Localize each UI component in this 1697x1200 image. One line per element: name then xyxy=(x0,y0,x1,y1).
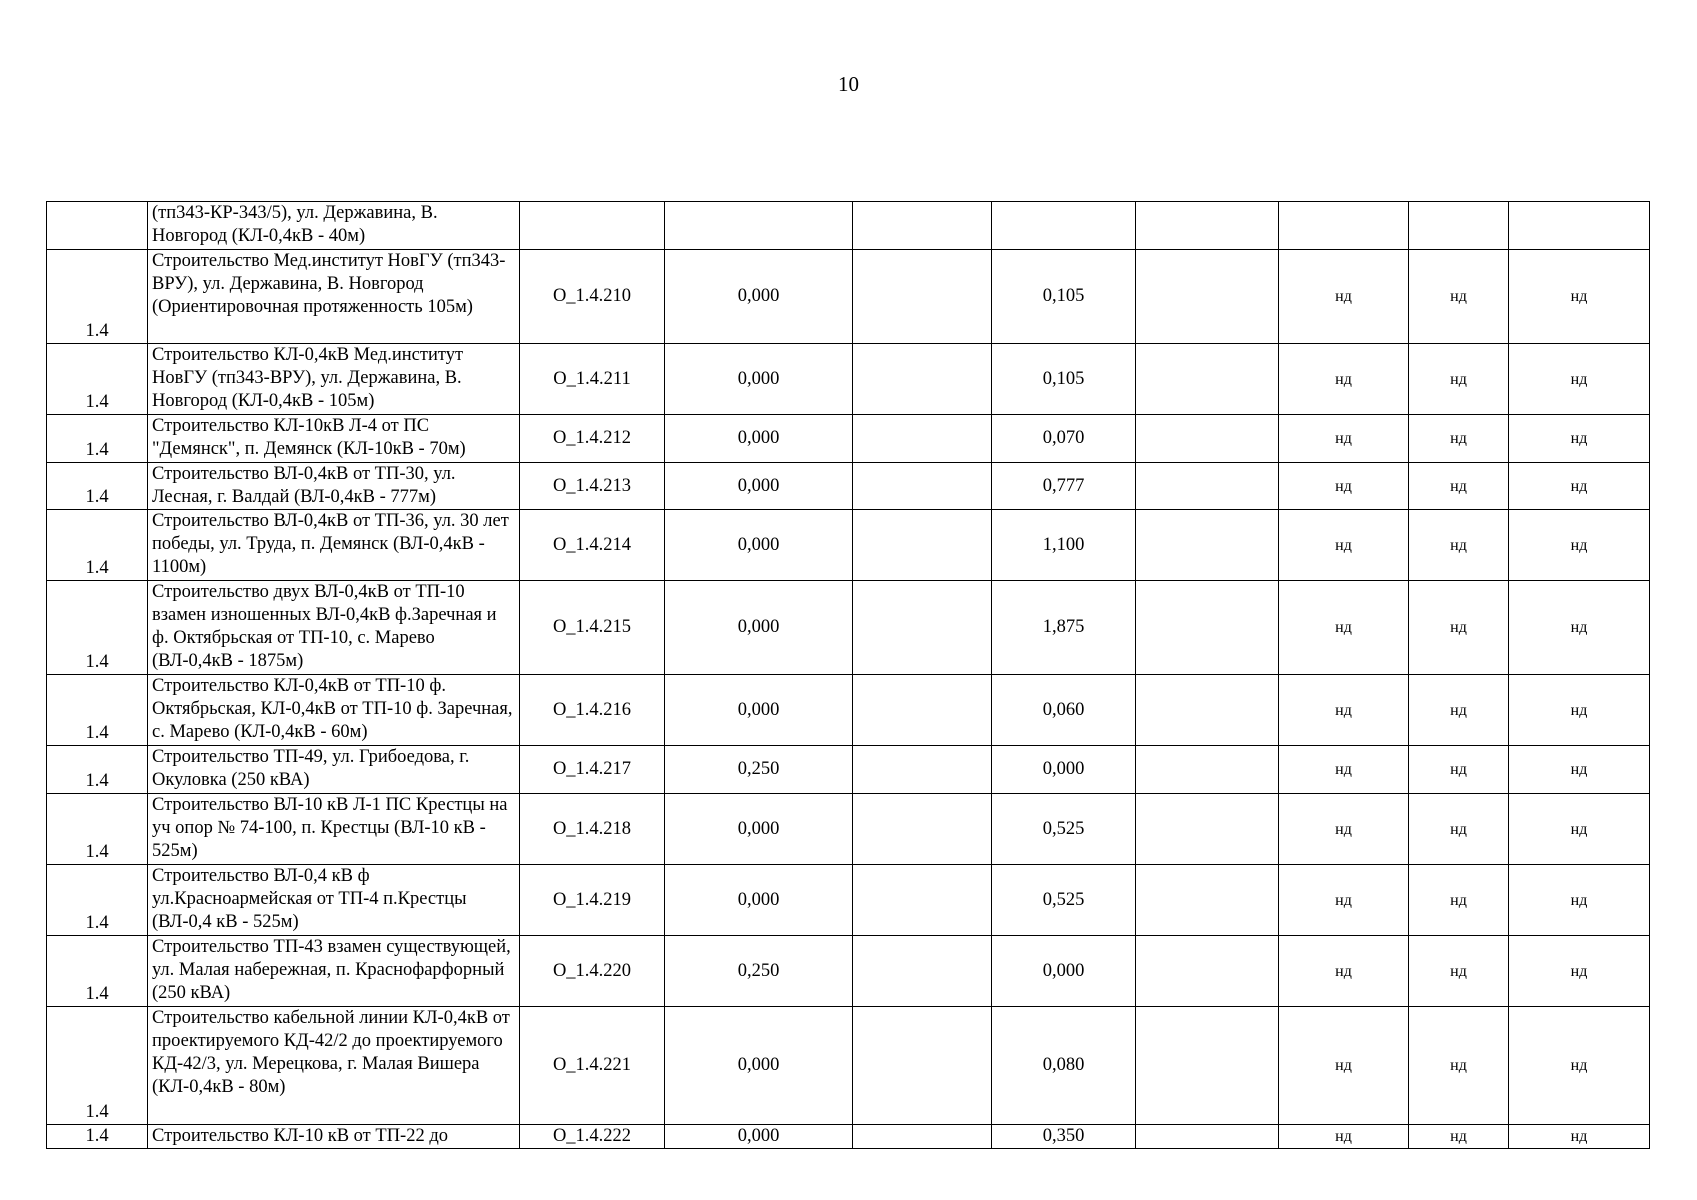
section-cell: 1.4 xyxy=(47,1007,148,1125)
nd-cell: нд xyxy=(1279,344,1409,415)
value1-cell: 0,000 xyxy=(665,510,853,581)
table-row xyxy=(47,936,1650,1007)
description-cell: Строительство Мед.институт НовГУ (тп343-ВРУ), ул. Державина, В. Новгород (Ориентировочная протяженность 105м) xyxy=(148,250,520,344)
nd-cell: нд xyxy=(1279,794,1409,865)
empty-cell xyxy=(1136,510,1279,581)
section-cell: 1.4 xyxy=(47,344,148,415)
empty-cell xyxy=(1136,865,1279,936)
empty-cell xyxy=(853,510,992,581)
description-cell: Строительство КЛ-10кВ Л-4 от ПС "Демянск", п. Демянск (КЛ-10кВ - 70м) xyxy=(148,415,520,463)
nd-cell: нд xyxy=(1409,794,1509,865)
empty-cell xyxy=(853,415,992,463)
description-cell: Строительство двух ВЛ-0,4кВ от ТП-10 взамен изношенных ВЛ-0,4кВ ф.Заречная и ф. Октябрьская от ТП-10, с. Марево (ВЛ-0,4кВ - 1875м) xyxy=(148,581,520,675)
section-cell: 1.4 xyxy=(47,510,148,581)
empty-cell xyxy=(1136,675,1279,746)
value1-cell: 0,000 xyxy=(665,581,853,675)
nd-cell: нд xyxy=(1509,581,1650,675)
value1-cell: 0,000 xyxy=(665,250,853,344)
nd-cell: нд xyxy=(1279,415,1409,463)
value2-cell: 1,100 xyxy=(992,510,1136,581)
value2-cell: 0,525 xyxy=(992,794,1136,865)
empty-cell xyxy=(1136,344,1279,415)
empty-cell xyxy=(853,746,992,794)
empty-cell xyxy=(1136,581,1279,675)
section-cell: 1.4 xyxy=(47,250,148,344)
nd-cell: нд xyxy=(1509,344,1650,415)
nd-cell: нд xyxy=(1409,415,1509,463)
nd-cell: нд xyxy=(1509,463,1650,510)
nd-cell: нд xyxy=(1279,1007,1409,1125)
nd-cell: нд xyxy=(1509,510,1650,581)
value1-cell: 0,000 xyxy=(665,675,853,746)
empty-cell xyxy=(853,202,992,250)
value2-cell: 0,000 xyxy=(992,936,1136,1007)
nd-cell: нд xyxy=(1509,865,1650,936)
nd-cell: нд xyxy=(1279,865,1409,936)
description-cell: Строительство ВЛ-10 кВ Л-1 ПС Крестцы на уч опор № 74-100, п. Крестцы (ВЛ-10 кВ - 525м) xyxy=(148,794,520,865)
table-row xyxy=(47,344,1650,415)
value1-cell: 0,000 xyxy=(665,415,853,463)
empty-cell xyxy=(1136,463,1279,510)
nd-cell: нд xyxy=(1279,250,1409,344)
code-cell: О_1.4.222 xyxy=(520,1125,665,1149)
value2-cell: 0,777 xyxy=(992,463,1136,510)
table-row xyxy=(47,675,1650,746)
value2-cell: 0,060 xyxy=(992,675,1136,746)
table-row xyxy=(47,463,1650,510)
empty-cell xyxy=(1136,1007,1279,1125)
nd-cell: нд xyxy=(1509,250,1650,344)
description-cell: (тп343-КР-343/5), ул. Державина, В. Новгород (КЛ-0,4кВ - 40м) xyxy=(148,202,520,250)
nd-cell: нд xyxy=(1279,746,1409,794)
nd-cell: нд xyxy=(1509,1007,1650,1125)
empty-cell xyxy=(1136,936,1279,1007)
nd-cell: нд xyxy=(1409,581,1509,675)
value2-cell: 0,105 xyxy=(992,344,1136,415)
description-cell: Строительство кабельной линии КЛ-0,4кВ от проектируемого КД-42/2 до проектируемого КД-42/3, ул. Мерецкова, г. Малая Вишера (КЛ-0,4кВ - 80м) xyxy=(148,1007,520,1125)
code-cell: О_1.4.220 xyxy=(520,936,665,1007)
table-row xyxy=(47,250,1650,344)
nd-cell: нд xyxy=(1509,415,1650,463)
section-cell: 1.4 xyxy=(47,936,148,1007)
code-cell: О_1.4.214 xyxy=(520,510,665,581)
empty-cell xyxy=(1136,1125,1279,1149)
nd-cell: нд xyxy=(1509,794,1650,865)
code-cell: О_1.4.213 xyxy=(520,463,665,510)
nd-cell: нд xyxy=(1279,675,1409,746)
table-row xyxy=(47,1007,1650,1125)
nd-cell: нд xyxy=(1409,1007,1509,1125)
empty-cell xyxy=(853,1125,992,1149)
empty-cell xyxy=(853,936,992,1007)
code-cell: О_1.4.219 xyxy=(520,865,665,936)
empty-cell xyxy=(853,865,992,936)
code-cell: О_1.4.217 xyxy=(520,746,665,794)
nd-cell: нд xyxy=(1279,1125,1409,1149)
nd-cell: нд xyxy=(1409,463,1509,510)
section-cell: 1.4 xyxy=(47,581,148,675)
code-cell: О_1.4.211 xyxy=(520,344,665,415)
empty-cell xyxy=(853,675,992,746)
value2-cell: 0,350 xyxy=(992,1125,1136,1149)
code-cell: О_1.4.210 xyxy=(520,250,665,344)
empty-cell xyxy=(1136,202,1279,250)
value2-cell: 0,525 xyxy=(992,865,1136,936)
value2-cell: 0,070 xyxy=(992,415,1136,463)
empty-cell xyxy=(853,463,992,510)
description-cell: Строительство ВЛ-0,4 кВ ф ул.Красноармейская от ТП-4 п.Крестцы (ВЛ-0,4 кВ - 525м) xyxy=(148,865,520,936)
empty-cell xyxy=(1136,794,1279,865)
empty-cell xyxy=(853,581,992,675)
value1-cell: 0,000 xyxy=(665,1125,853,1149)
nd-cell: нд xyxy=(1279,581,1409,675)
empty-cell xyxy=(853,250,992,344)
section-cell xyxy=(47,202,148,250)
nd-cell: нд xyxy=(1509,746,1650,794)
nd-cell: нд xyxy=(1409,675,1509,746)
code-cell: О_1.4.212 xyxy=(520,415,665,463)
code-cell: О_1.4.216 xyxy=(520,675,665,746)
nd-cell: нд xyxy=(1409,865,1509,936)
description-cell: Строительство ВЛ-0,4кВ от ТП-36, ул. 30 лет победы, ул. Труда, п. Демянск (ВЛ-0,4кВ - 1100м) xyxy=(148,510,520,581)
section-cell: 1.4 xyxy=(47,415,148,463)
value2-cell: 1,875 xyxy=(992,581,1136,675)
value2-cell: 0,080 xyxy=(992,1007,1136,1125)
empty-cell xyxy=(1136,250,1279,344)
nd-cell: нд xyxy=(1409,1125,1509,1149)
nd-cell: нд xyxy=(1509,1125,1650,1149)
nd-cell: нд xyxy=(1279,936,1409,1007)
empty-cell xyxy=(853,1007,992,1125)
data-table xyxy=(46,201,1650,1149)
nd-cell: нд xyxy=(1409,936,1509,1007)
nd-cell xyxy=(1509,202,1650,250)
value1-cell xyxy=(665,202,853,250)
empty-cell xyxy=(853,344,992,415)
nd-cell: нд xyxy=(1509,936,1650,1007)
nd-cell: нд xyxy=(1279,463,1409,510)
table-row xyxy=(47,415,1650,463)
nd-cell: нд xyxy=(1509,675,1650,746)
table-row xyxy=(47,510,1650,581)
section-cell: 1.4 xyxy=(47,1125,148,1149)
empty-cell xyxy=(1136,415,1279,463)
code-cell: О_1.4.221 xyxy=(520,1007,665,1125)
nd-cell: нд xyxy=(1279,510,1409,581)
code-cell: О_1.4.215 xyxy=(520,581,665,675)
value2-cell: 0,000 xyxy=(992,746,1136,794)
nd-cell xyxy=(1409,202,1509,250)
page-number: 10 xyxy=(838,72,859,96)
nd-cell: нд xyxy=(1409,510,1509,581)
section-cell: 1.4 xyxy=(47,746,148,794)
value1-cell: 0,000 xyxy=(665,344,853,415)
nd-cell: нд xyxy=(1409,746,1509,794)
value1-cell: 0,000 xyxy=(665,1007,853,1125)
value1-cell: 0,000 xyxy=(665,463,853,510)
description-cell: Строительство КЛ-10 кВ от ТП-22 до xyxy=(148,1125,520,1149)
table-row xyxy=(47,1125,1650,1149)
nd-cell: нд xyxy=(1409,344,1509,415)
section-cell: 1.4 xyxy=(47,675,148,746)
section-cell: 1.4 xyxy=(47,463,148,510)
table-row xyxy=(47,794,1650,865)
empty-cell xyxy=(853,794,992,865)
section-cell: 1.4 xyxy=(47,865,148,936)
table-row xyxy=(47,865,1650,936)
table-row xyxy=(47,581,1650,675)
nd-cell xyxy=(1279,202,1409,250)
value1-cell: 0,000 xyxy=(665,794,853,865)
description-cell: Строительство ТП-43 взамен существующей, ул. Малая набережная, п. Краснофарфорный (250 кВА) xyxy=(148,936,520,1007)
description-cell: Строительство ВЛ-0,4кВ от ТП-30, ул. Лесная, г. Валдай (ВЛ-0,4кВ - 777м) xyxy=(148,463,520,510)
value1-cell: 0,000 xyxy=(665,865,853,936)
table-row xyxy=(47,202,1650,250)
nd-cell: нд xyxy=(1409,250,1509,344)
section-cell: 1.4 xyxy=(47,794,148,865)
description-cell: Строительство КЛ-0,4кВ от ТП-10 ф. Октябрьская, КЛ-0,4кВ от ТП-10 ф. Заречная, с. Марево (КЛ-0,4кВ - 60м) xyxy=(148,675,520,746)
empty-cell xyxy=(1136,746,1279,794)
code-cell xyxy=(520,202,665,250)
description-cell: Строительство ТП-49, ул. Грибоедова, г. Окуловка (250 кВА) xyxy=(148,746,520,794)
value2-cell xyxy=(992,202,1136,250)
value2-cell: 0,105 xyxy=(992,250,1136,344)
table-row xyxy=(47,746,1650,794)
value1-cell: 0,250 xyxy=(665,936,853,1007)
code-cell: О_1.4.218 xyxy=(520,794,665,865)
description-cell: Строительство КЛ-0,4кВ Мед.институт НовГУ (тп343-ВРУ), ул. Державина, В. Новгород (КЛ-0,4кВ - 105м) xyxy=(148,344,520,415)
value1-cell: 0,250 xyxy=(665,746,853,794)
